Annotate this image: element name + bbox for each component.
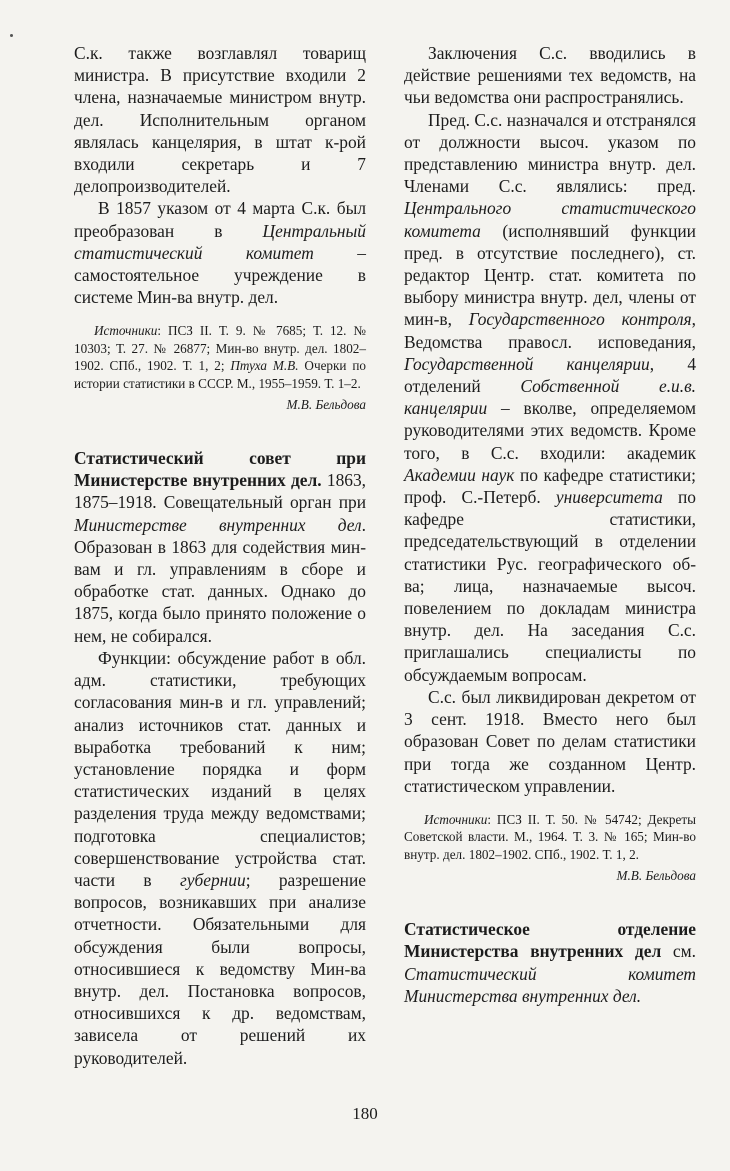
page-number: 180	[352, 1104, 378, 1123]
cross-reference: Академии наук	[404, 464, 515, 485]
cross-reference: Центральный статистический комитет	[74, 220, 366, 263]
author-signature: М.В. Бельдова	[616, 868, 696, 884]
sources-note: Источники: ПСЗ II. Т. 50. № 54742; Декреты Советской власти. М., 1964. Т. 3. № 165; Мин-во внутр. дел. 1802–1902. СПб., 1902. Т. 1, 2.	[404, 811, 696, 862]
entry-title: Статистический совет при Министерстве внутренних дел.	[74, 448, 366, 491]
sources-note: Источники: ПСЗ II. Т. 9. № 7685; Т. 12. № 10303; Т. 27. № 26877; Мин-во внутр. дел. 1802–1902. СПб., 1902. Т. 1, 2; Птуха М.В. Очерки по истории статистики в СССР. М., 1955–1959. Т. 1–2.	[74, 323, 367, 391]
entry-heading: Статистическое отделение Министерства внутренних дел см. Статистический комитет Министерства внутренних дел.	[404, 919, 696, 1006]
cross-reference: Министерстве внутренних дел	[74, 514, 362, 535]
cross-reference: Государственного контроля	[468, 309, 692, 330]
paragraph: С.с. был ликвидирован декретом от 3 сент. 1918. Вместо него был образован Совет по делам статистики при тогда же созданном Центр. статистическом управлении.	[404, 686, 696, 796]
cross-reference: Центрального статистического комитета	[404, 198, 696, 241]
right-column	[404, 42, 696, 1007]
cross-reference: губернии	[180, 869, 246, 890]
entry-heading: Статистический совет при Министерстве внутренних дел. 1863, 1875–1918. Совещательный орган при Министерстве внутренних дел. Образован в 1863 для содействия мин-вам и гл. управлениям в сборе и обработке стат. данных. Однако до 1875, когда было принято положение о нем, не собирался.	[74, 448, 366, 646]
cross-reference: Государственной канцелярии	[404, 353, 650, 374]
entry-title: Статистическое отделение Министерства внутренних дел	[404, 919, 696, 962]
author-signature: М.В. Бельдова	[286, 397, 366, 413]
scan-speck	[10, 34, 13, 37]
cross-reference: Статистический комитет Министерства внутренних дел.	[404, 963, 696, 1006]
paragraph: Заключения С.с. вводились в действие решениями тех ведомств, на чьи ведомства они распространялись.	[404, 43, 696, 108]
cross-reference: Собственной е.и.в. канцелярии	[404, 376, 696, 419]
paragraph: С.к. также возглавлял товарищ министра. В присутствие входили 2 члена, назначаемые министром внутр. дел. Исполнительным органом являлась канцелярия, в штат к-рой входили секретарь и 7 делопроизводителей.	[74, 43, 366, 197]
paragraph: Функции: обсуждение работ в обл. адм. статистики, требующих согласования мин-в и гл. управлений; анализ источников стат. данных и выработка требований к ним; установление порядка и форм статистических изданий в целях разделения труда между ведомствами; подготовка специалистов; совершенствование устройства стат. части в губернии; разрешение вопросов, возникавших при анализе отчетности. Обязательными для обсуждения были вопросы, относившиеся к ведомству Мин-ва внутр. дел. Постановка вопросов, относившихся к др. ведомствам, зависела от решений их руководителей.	[74, 647, 367, 1068]
cross-reference: университета	[555, 487, 663, 508]
paragraph: В 1857 указом от 4 марта С.к. был преобразован в Центральный статистический комитет – самостоятельное учреждение в системе Мин-ва внутр. дел.	[74, 198, 366, 308]
left-column	[74, 42, 366, 1069]
paragraph: Пред. С.с. назначался и отстранялся от должности высоч. указом по представлению министра внутр. дел. Членами С.с. являлись: пред. Центрального статистического комитета (исполнявший функции пред. в отсутствие последнего), ст. редактор Центр. стат. комитета по выбору министра внутр. дел, члены от мин-в, Государственного контроля, Ведомства правосл. исповедания, Государственной канцелярии, 4 отделений Собственной е.и.в. канцелярии – вколве, определяемом руководителями этих ведомств. Кроме того, в С.с. входили: академик Академии наук по кафедре статистики; проф. С.-Петерб. университета по кафедре статистики, председательствующий в отделении статистики Рус. географического об-ва; лица, назначаемые высоч. повелением по докладам министра внутр. дел. На заседания С.с. приглашались специалисты по обсуждаемым вопросам.	[404, 109, 697, 685]
